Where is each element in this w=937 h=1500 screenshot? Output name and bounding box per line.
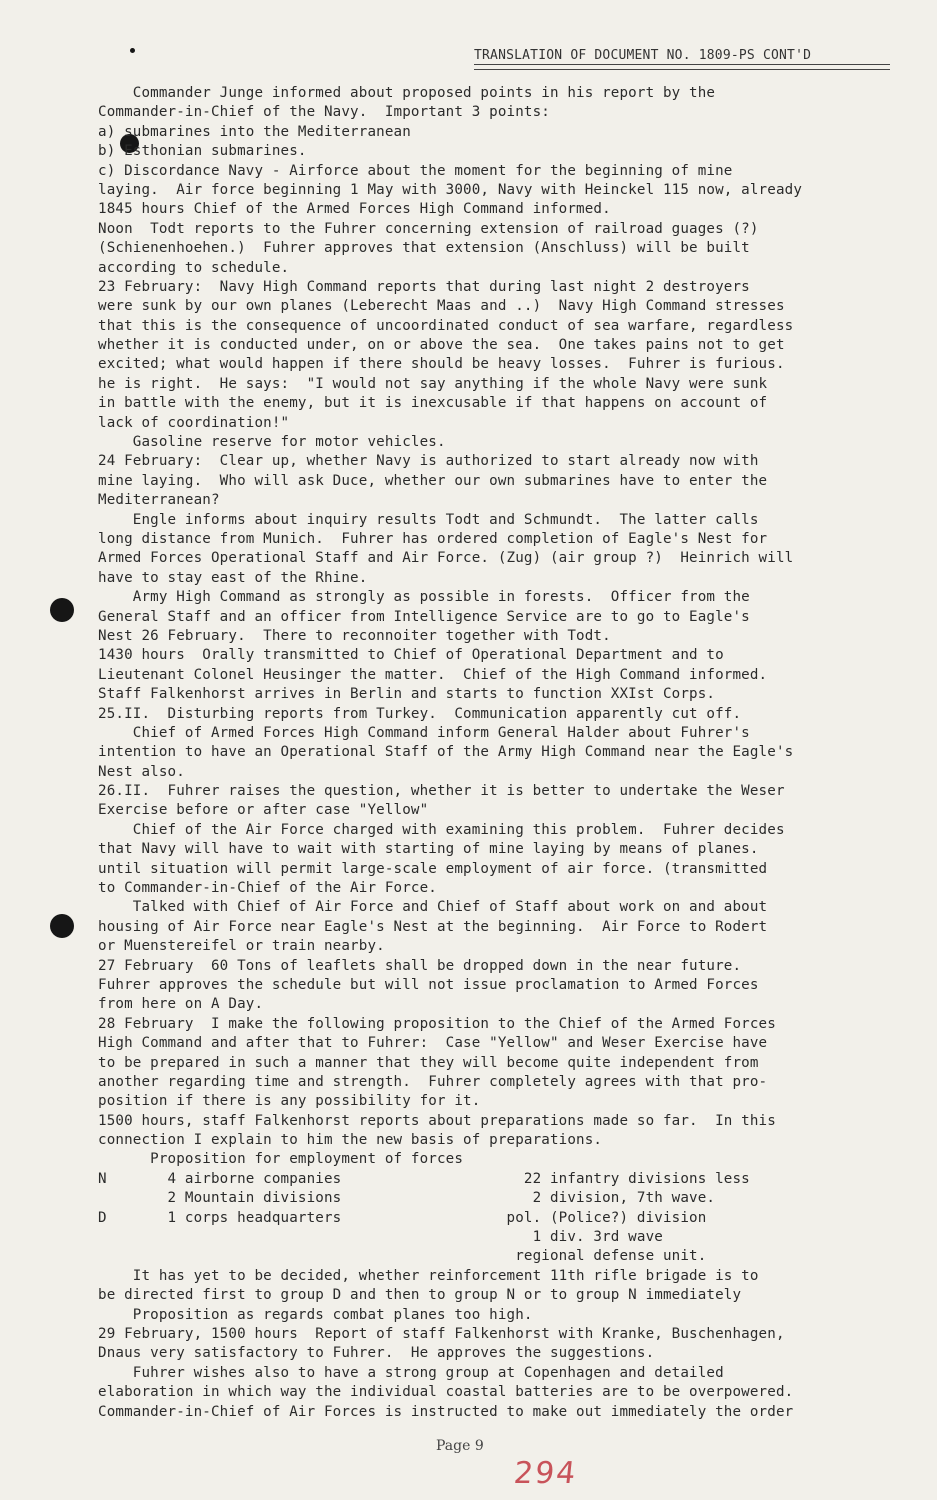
text-line: D 1 corps headquarters pol. (Police?) division <box>98 1209 707 1226</box>
header-underline-lower <box>474 69 890 70</box>
punch-hole-lower <box>50 914 74 938</box>
text-line: be directed first to group D and then to group N or to group N immediately <box>98 1287 742 1304</box>
text-line: a) submarines into the Mediterranean <box>98 123 411 140</box>
text-line: 1845 hours Chief of the Armed Forces High Command informed. <box>98 201 611 218</box>
text-line: 23 February: Navy High Command reports that during last night 2 destroyers <box>98 278 750 295</box>
text-line: Noon Todt reports to the Fuhrer concerning extension of railroad guages (?) <box>98 220 759 237</box>
text-line: were sunk by our own planes (Leberecht Maas and ..) Navy High Command stresses <box>98 298 785 315</box>
text-line: to Commander-in-Chief of the Air Force. <box>98 880 437 897</box>
text-line: Gasoline reserve for motor vehicles. <box>98 434 446 451</box>
text-line: Proposition as regards combat planes too high. <box>98 1306 533 1323</box>
text-line: that this is the consequence of uncoordinated conduct of sea warfare, regardless <box>98 317 794 334</box>
text-line: housing of Air Force near Eagle's Nest at the beginning. Air Force to Rodert <box>98 918 768 935</box>
text-line: Proposition for employment of forces <box>98 1151 464 1168</box>
text-line: to be prepared in such a manner that they will become quite independent from <box>98 1054 759 1071</box>
text-line: in battle with the enemy, but it is inexcusable if that happens on account of <box>98 395 768 412</box>
text-line: 26.II. Fuhrer raises the question, whether it is better to undertake the Weser <box>98 783 785 800</box>
text-line: have to stay east of the Rhine. <box>98 569 368 586</box>
text-line: Chief of Armed Forces High Command inform General Halder about Fuhrer's <box>98 724 750 741</box>
text-line: Dnaus very satisfactory to Fuhrer. He approves the suggestions. <box>98 1345 655 1362</box>
text-line: according to schedule. <box>98 259 290 276</box>
text-line: excited; what would happen if there should be heavy losses. Fuhrer is furious. <box>98 356 785 373</box>
text-line: 24 February: Clear up, whether Navy is authorized to start already now with <box>98 453 759 470</box>
handwritten-page-stamp: 294 <box>512 1456 580 1491</box>
text-line: Staff Falkenhorst arrives in Berlin and starts to function XXIst Corps. <box>98 686 716 703</box>
text-line: Mediterranean? <box>98 492 220 509</box>
text-line: It has yet to be decided, whether reinforcement 11th rifle brigade is to <box>98 1267 759 1284</box>
text-line: Fuhrer approves the schedule but will not issue proclamation to Armed Forces <box>98 976 759 993</box>
text-line: General Staff and an officer from Intelligence Service are to go to Eagle's <box>98 608 750 625</box>
text-line: position if there is any possibility for it. <box>98 1093 481 1110</box>
text-line: Commander Junge informed about proposed points in his report by the <box>98 85 716 101</box>
header-underline <box>474 64 890 65</box>
text-line: until situation will permit large-scale employment of air force. (transmitted <box>98 860 768 877</box>
text-line: Nest also. <box>98 763 185 780</box>
punch-dot-small <box>130 48 135 53</box>
text-line: Lieutenant Colonel Heusinger the matter. Chief of the High Command informed. <box>98 666 768 683</box>
text-line: 29 February, 1500 hours Report of staff Falkenhorst with Kranke, Buschenhagen, <box>98 1326 785 1342</box>
text-line: whether it is conducted under, on or above the sea. One takes pains not to get <box>98 337 785 354</box>
punch-hole-middle <box>50 598 74 622</box>
text-line: Armed Forces Operational Staff and Air Force. (Zug) (air group ?) Heinrich will <box>98 550 794 567</box>
text-line: c) Discordance Navy - Airforce about the moment for the beginning of mine <box>98 162 733 179</box>
text-line: another regarding time and strength. Fuhrer completely agrees with that pro- <box>98 1073 768 1090</box>
text-line: N 4 airborne companies 22 infantry divisions less <box>98 1170 750 1187</box>
text-line: he is right. He says: "I would not say anything if the whole Navy were sunk <box>98 375 768 392</box>
text-line: Nest 26 February. There to reconnoiter together with Todt. <box>98 627 611 644</box>
text-line: Army High Command as strongly as possible in forests. Officer from the <box>98 589 750 606</box>
text-line: Talked with Chief of Air Force and Chief of Staff about work on and about <box>98 899 768 916</box>
text-line: 28 February I make the following proposition to the Chief of the Armed Forces <box>98 1015 776 1032</box>
text-line: mine laying. Who will ask Duce, whether our own submarines have to enter the <box>98 472 768 489</box>
text-line: b) Esthonian submarines. <box>98 143 307 160</box>
text-line: 1430 hours Orally transmitted to Chief of Operational Department and to <box>98 647 724 664</box>
text-line: connection I explain to him the new basis of preparations. <box>98 1132 603 1149</box>
text-line: Fuhrer wishes also to have a strong group at Copenhagen and detailed <box>98 1364 724 1381</box>
text-line: 1 div. 3rd wave <box>98 1229 663 1246</box>
text-line: 25.II. Disturbing reports from Turkey. Communication apparently cut off. <box>98 705 742 722</box>
text-line: 2 Mountain divisions 2 division, 7th wave. <box>98 1190 716 1207</box>
text-line: Commander-in-Chief of the Navy. Important 3 points: <box>98 104 550 121</box>
text-line: that Navy will have to wait with starting of mine laying by means of planes. <box>98 841 759 858</box>
text-line: regional defense unit. <box>98 1248 707 1265</box>
translation-header: TRANSLATION OF DOCUMENT NO. 1809-PS CONT'D <box>474 48 812 63</box>
page-number: Page 9 <box>436 1438 484 1454</box>
text-line: 1500 hours, staff Falkenhorst reports about preparations made so far. In this <box>98 1112 776 1129</box>
text-line: 27 February 60 Tons of leaflets shall be dropped down in the near future. <box>98 957 742 974</box>
text-line: from here on A Day. <box>98 996 264 1013</box>
text-line: laying. Air force beginning 1 May with 3000, Navy with Heinckel 115 now, already <box>98 181 803 198</box>
text-line: Chief of the Air Force charged with examining this problem. Fuhrer decides <box>98 821 785 838</box>
text-line: elaboration in which way the individual coastal batteries are to be overpowered. <box>98 1384 794 1401</box>
text-line: lack of coordination!" <box>98 414 290 431</box>
document-body-text <box>98 84 888 1422</box>
text-line: intention to have an Operational Staff of the Army High Command near the Eagle's <box>98 744 794 761</box>
text-line: High Command and after that to Fuhrer: Case "Yellow" and Weser Exercise have <box>98 1035 768 1052</box>
text-line: (Schienenhoehen.) Fuhrer approves that extension (Anschluss) will be built <box>98 240 750 257</box>
text-line: Commander-in-Chief of Air Forces is instructed to make out immediately the order <box>98 1403 794 1420</box>
text-line: Engle informs about inquiry results Todt and Schmundt. The latter calls <box>98 511 759 528</box>
text-line: long distance from Munich. Fuhrer has ordered completion of Eagle's Nest for <box>98 530 768 547</box>
text-line: Exercise before or after case "Yellow" <box>98 802 429 819</box>
text-line: or Muenstereifel or train nearby. <box>98 938 385 955</box>
